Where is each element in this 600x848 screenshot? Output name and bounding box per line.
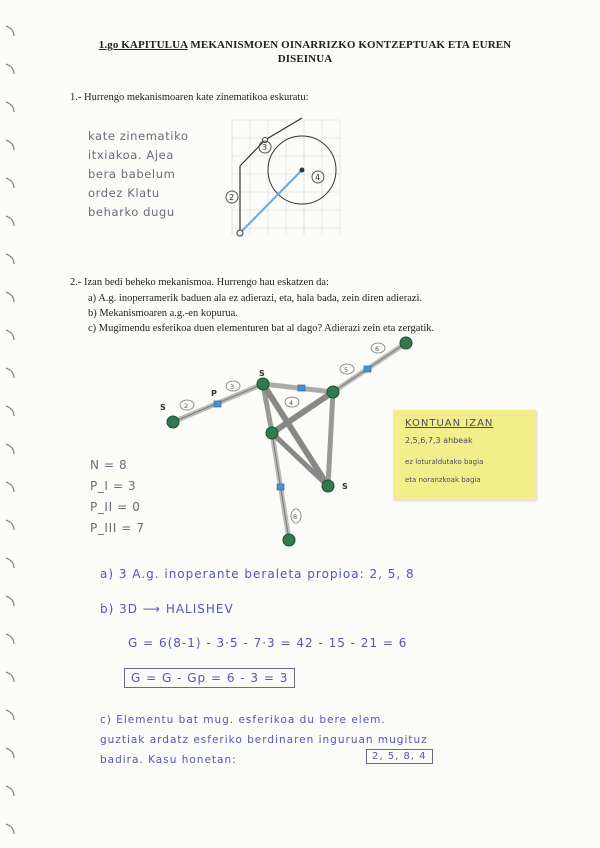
label-p: P — [211, 389, 217, 398]
count-p3: P_III = 7 — [90, 521, 145, 535]
answer-a: a) 3 A.g. inoperante beraleta propioa: 2, 5, 8 — [100, 567, 415, 581]
sticky-note — [393, 410, 536, 500]
title-line-2: DISEINUA — [277, 53, 333, 65]
question-2-item-c: c) Mugimendu esferikoa duen elementuren bat al dago? Adierazi zein eta zergatik. — [88, 323, 435, 334]
answer-c-line: badira. Kasu honetan: — [100, 754, 237, 766]
answer-line: kate zinematiko — [88, 129, 189, 143]
link-label: 3 — [230, 383, 235, 391]
label-s: S — [259, 369, 265, 378]
question-2-item-b: b) Mekanismoaren a.g.-en kopurua. — [88, 308, 238, 319]
note-line: 2,5,6,7,3 ahbeak — [405, 436, 473, 445]
joint-7 — [283, 534, 295, 546]
label-4: 4 — [315, 173, 321, 182]
joint-5 — [266, 427, 278, 439]
label-s: S — [342, 482, 348, 491]
question-2-item-a: a) A.g. inoperramerik baduen ala ez adierazi, eta, hala bada, zein diren adierazi. — [88, 293, 423, 304]
answer-c-line: guztiak ardatz esferiko berdinaren inguruan mugituz — [100, 734, 428, 746]
count-n: N = 8 — [90, 458, 128, 472]
joint-1 — [167, 416, 179, 428]
label-s: S — [160, 403, 166, 412]
answer-b-formula: G = 6(8-1) - 3·5 - 7·3 = 42 - 15 - 21 = 6 — [128, 636, 408, 650]
link-label: 5 — [344, 366, 349, 374]
note-title: KONTUAN IZAN — [405, 418, 494, 429]
answer-line: itxiakoa. Ajea — [88, 148, 174, 162]
answer-b-result-box: G = G - Gp = 6 - 3 = 3 — [124, 668, 295, 688]
link-label: 6 — [375, 345, 380, 353]
answer-line: beharko dugu — [88, 205, 175, 219]
label-3: 3 — [262, 143, 268, 152]
answer-line: bera babelum — [88, 167, 176, 181]
label-2: 2 — [229, 193, 235, 202]
answer-c-box: 2, 5, 8, 4 — [366, 749, 433, 764]
answer-c-line: c) Elementu bat mug. esferikoa du bere elem. — [100, 714, 386, 726]
joint-counts — [90, 455, 145, 539]
joint-4 — [400, 337, 412, 349]
count-p2: P_II = 0 — [90, 500, 141, 514]
link-label: 8 — [293, 513, 298, 521]
prismatic-joint — [214, 401, 221, 407]
joint-2 — [257, 378, 269, 390]
joint-3 — [327, 386, 339, 398]
question-1: 1.- Hurrengo mekanismoaren kate zinematikoa eskuratu: — [70, 92, 309, 103]
note-line: ez loturaldutako bagia — [405, 458, 484, 466]
link-label: 2 — [184, 402, 189, 410]
answer-line: ordez Klatu — [88, 186, 160, 200]
joint-6 — [322, 480, 334, 492]
title-text: MEKANISMOEN OINARRIZKO KONTZEPTUAK ETA EUREN — [187, 39, 512, 51]
note-line: eta noranzkoak bagia — [405, 476, 481, 484]
chapter-label: 1.go KAPITULUA — [98, 39, 188, 51]
link-label: 4 — [289, 399, 294, 407]
answer-b-header: b) 3D ⟶ HALISHEV — [100, 602, 234, 616]
question-2: 2.- Izan bedi beheko mekanismoa. Hurrengo hau eskatzen da: — [70, 277, 329, 288]
count-p1: P_I = 3 — [90, 479, 137, 493]
